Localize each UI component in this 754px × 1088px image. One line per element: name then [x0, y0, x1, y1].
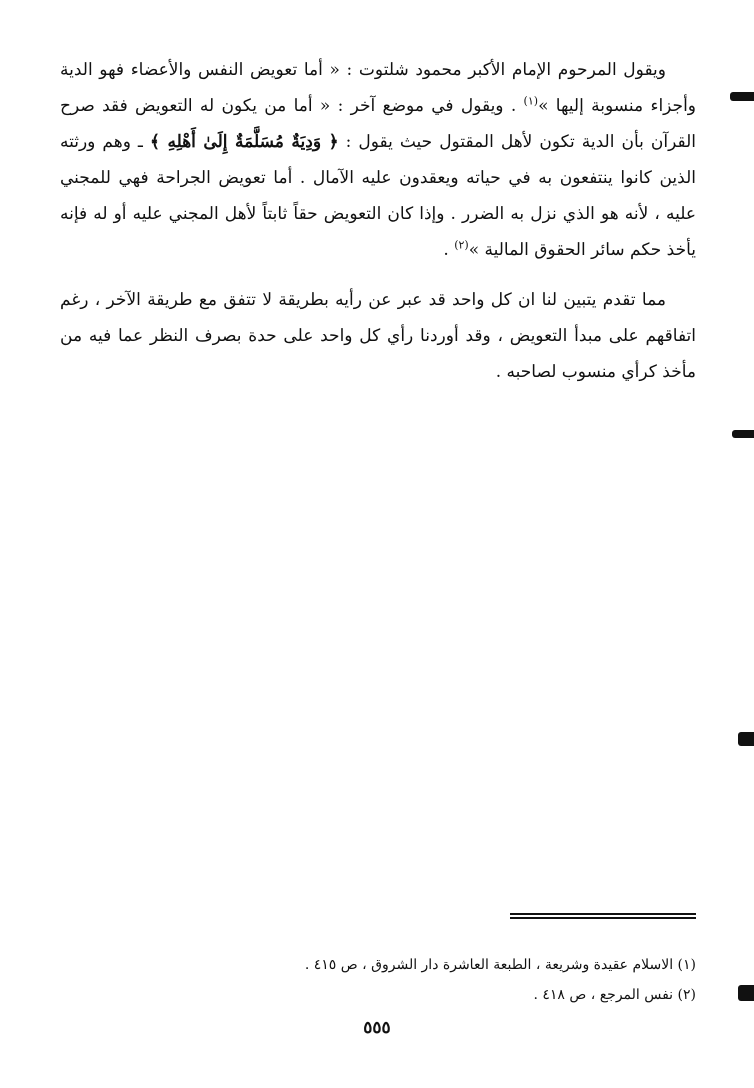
scan-artifact: [738, 732, 754, 746]
paragraph-1-text-b: . ويقول في موضع آخر : « أما من يكون له التعويض فقد صرح القرآن بأن الدية تكون لأهل المقتول حيث يقول :: [60, 96, 697, 152]
footnote-ref-2[interactable]: (٢): [454, 238, 469, 252]
paragraph-1-text-a: ويقول المرحوم الإمام الأكبر محمود شلتوت : « أما تعويض النفس والأعضاء فهو الدية وأجزاء منسوبة إليها »: [60, 60, 697, 116]
page-number: ٥٥٥: [363, 1018, 391, 1038]
paragraph-1-text-c: ـ وهم ورثته الذين كانوا ينتفعون به في حياته ويعقدون عليه الآمال . أما تعويض الجراحة فهي للمجني عليه ، لأنه هو الذي نزل به الضرر . وإذا كان التعويض حقاً ثابتاً لأهل المجني عليه أو له فإنه يأخذ حكم سائر الحقوق المالية »: [60, 132, 696, 260]
footnote-1: (١) الاسلام عقيدة وشريعة ، الطبعة العاشرة دار الشروق ، ص ٤١٥ .: [304, 957, 696, 973]
main-text: [60, 52, 696, 390]
footnote-ref-1[interactable]: (١): [523, 94, 539, 108]
footnotes: [96, 950, 696, 1010]
footnote-2: (٢) نفس المرجع ، ص ٤١٨ .: [533, 987, 696, 1003]
paragraph-conclusion: مما تقدم يتبين لنا ان كل واحد قد عبر عن رأيه بطريقة لا تتفق مع طريقة الآخر ، رغم اتفاقهم على مبدأ التعويض ، وقد أوردنا رأي كل واحد على حدة بصرف النظر عما فيه من مأخذ كرأي منسوب لصاحبه .: [60, 290, 696, 382]
footnote-separator: [510, 913, 696, 919]
quran-verse: ﴿ وَدِيَةٌ مُسَلَّمَةٌ إِلَىٰ أَهْلِهِ ﴾: [149, 132, 339, 152]
paragraph-shaltut-quote: [60, 52, 696, 268]
paragraph-1-text-d: .: [443, 240, 455, 260]
scan-artifact: [730, 92, 754, 101]
scan-artifact: [732, 430, 754, 438]
scan-artifact: [738, 985, 754, 1001]
